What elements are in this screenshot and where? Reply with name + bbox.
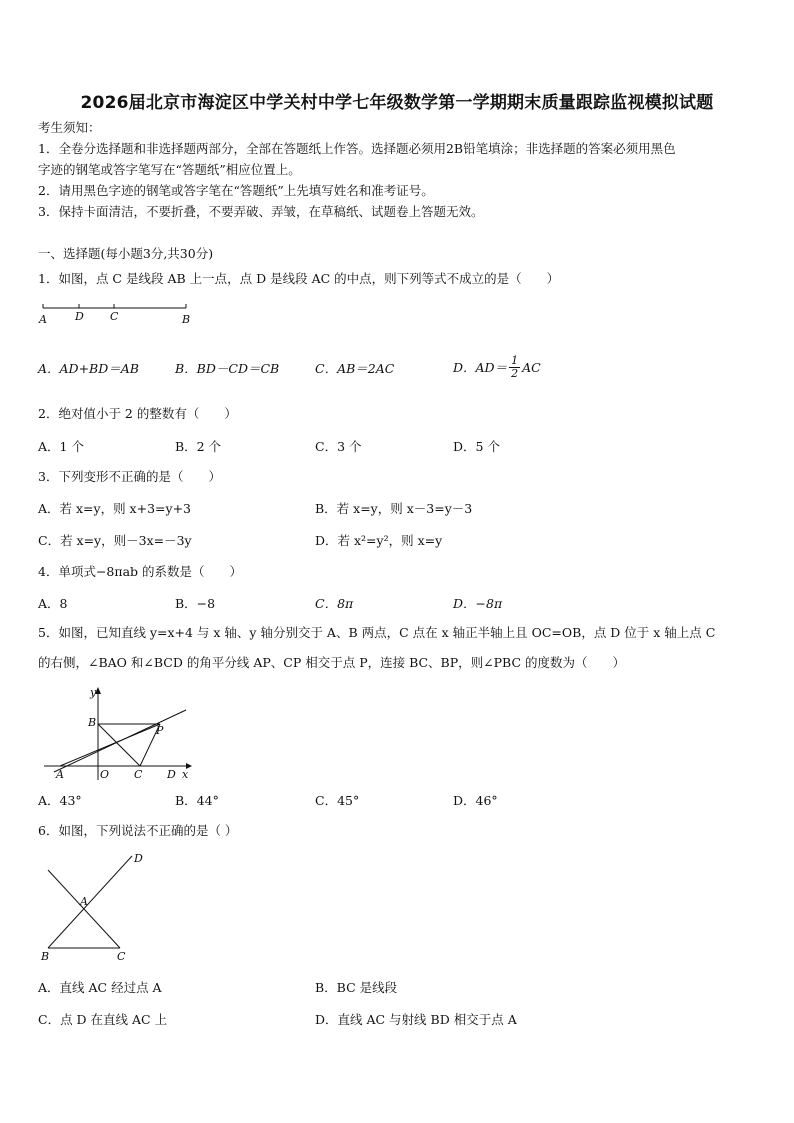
q5-option-a: A．43° (38, 793, 82, 808)
page-title: 2026届北京市海淀区中学关村中学七年级数学第一学期期末质量跟踪监视模拟试题 (80, 93, 714, 113)
q6-option-d: D．直线 AC 与射线 BD 相交于点 A (315, 1012, 517, 1027)
point-label: B (41, 950, 50, 963)
fraction (509, 355, 520, 380)
q6-option-b: B．BC 是线段 (315, 980, 398, 995)
question-1-stem: 1．如图，点 C 是线段 AB 上一点，点 D 是线段 AC 的中点，则下列等式不成立的是（ ） (38, 271, 560, 286)
notice-item: 3．保持卡面清洁，不要折叠，不要弄破、弄皱，在草稿纸、试题卷上答题无效。 (38, 204, 484, 219)
q2-option-d: D．5 个 (453, 439, 500, 454)
section-heading: 一、选择题(每小题3分,共30分) (38, 246, 214, 261)
point-label: D (75, 310, 84, 323)
axis-label-x: x (182, 768, 189, 781)
q2-option-c: C．3 个 (315, 439, 362, 454)
axis-label-y: y (90, 686, 97, 699)
point-label: D (134, 852, 143, 865)
q5-coordinate-figure (36, 684, 206, 784)
point-label: C (134, 768, 143, 781)
q4-option-b: B．−8 (175, 596, 216, 611)
q4-option-a: A．8 (38, 596, 68, 611)
q5-option-c: C．45° (315, 793, 360, 808)
q5-option-b: B．44° (175, 793, 219, 808)
q1-option-d-tail: AC (522, 359, 541, 375)
q6-option-a: A．直线 AC 经过点 A (38, 980, 162, 995)
q1-option-c: C．AB＝2AC (315, 361, 395, 376)
fraction-numerator: 1 (511, 353, 519, 367)
q3-option-d: D．若 x²=y²，则 x=y (315, 533, 443, 548)
point-label: A (80, 895, 88, 908)
question-2-stem: 2．绝对值小于 2 的整数有（ ） (38, 406, 237, 421)
question-3-stem: 3．下列变形不正确的是（ ） (38, 469, 221, 484)
q1-option-b: B．BD－CD＝CB (175, 361, 280, 376)
point-label: A (39, 313, 47, 326)
notice-item: 2．请用黑色字迹的钢笔或答字笔在“答题纸”上先填写姓名和准考证号。 (38, 183, 434, 198)
q4-option-c: C．8π (315, 596, 354, 611)
point-label: B (182, 313, 191, 326)
q2-option-a: A．1 个 (38, 439, 84, 454)
q1-segment-figure (36, 300, 196, 328)
question-4-stem: 4．单项式−8πab 的系数是（ ） (38, 564, 243, 579)
q3-option-a: A．若 x=y，则 x+3=y+3 (38, 501, 191, 516)
q1-option-a: A．AD+BD＝AB (38, 361, 139, 376)
point-label: A (56, 768, 64, 781)
question-5-stem-line1: 5．如图，已知直线 y=x+4 与 x 轴、y 轴分别交于 A、B 两点，C 点在 x 轴正半轴上且 OC=OB，点 D 位于 x 轴上点 C (38, 625, 716, 640)
point-label: O (100, 768, 110, 781)
point-label: B (88, 716, 97, 729)
point-label: C (117, 950, 126, 963)
fraction-denominator: 2 (511, 366, 519, 380)
point-label: D (167, 768, 176, 781)
notice-item: 字迹的钢笔或答字笔写在“答题纸”相应位置上。 (38, 162, 301, 177)
q3-option-c: C．若 x=y，则－3x=－3y (38, 533, 192, 548)
notice-item: 1．全卷分选择题和非选择题两部分，全部在答题纸上作答。选择题必须用2B铅笔填涂；非选择题的答案必须用黑色 (38, 141, 676, 156)
q1-option-d (453, 348, 541, 386)
question-5-stem-line2: 的右侧，∠BAO 和∠BCD 的角平分线 AP、CP 相交于点 P，连接 BC、BP，则∠PBC 的度数为（ ） (38, 655, 625, 670)
q5-option-d: D．46° (453, 793, 498, 808)
q1-option-d-label: D．AD＝ (453, 360, 508, 375)
q6-line-figure (36, 850, 156, 968)
point-label: P (156, 724, 164, 737)
q2-option-b: B．2 个 (175, 439, 222, 454)
q3-option-b: B．若 x=y，则 x－3=y－3 (315, 501, 473, 516)
q6-option-c: C．点 D 在直线 AC 上 (38, 1012, 168, 1027)
question-6-stem: 6．如图，下列说法不正确的是（ ） (38, 823, 238, 838)
point-label: C (110, 310, 119, 323)
q4-option-d: D．−8π (453, 596, 503, 611)
notice-heading: 考生须知： (38, 120, 101, 135)
